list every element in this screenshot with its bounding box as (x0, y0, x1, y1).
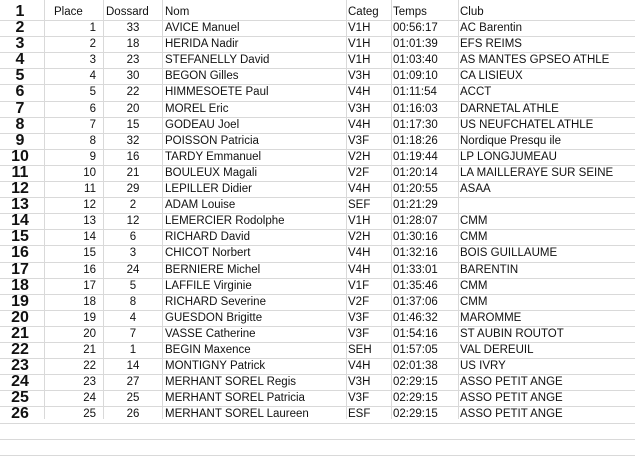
cell-temps[interactable]: 02:29:15 (393, 376, 438, 389)
cell-club[interactable]: ASAA (460, 183, 491, 195)
table-row (0, 310, 635, 326)
table-row (0, 20, 635, 36)
cell-nom[interactable]: AVICE Manuel (165, 22, 240, 34)
cell-nom[interactable]: HIMMESOETE Paul (165, 86, 269, 99)
cell-dossard[interactable]: 32 (126, 134, 140, 147)
header-dossard[interactable]: Dossard (106, 6, 149, 18)
cell-temps[interactable]: 02:01:38 (393, 360, 438, 373)
cell-club[interactable]: AC Barentin (460, 22, 523, 34)
cell-dossard[interactable]: 12 (126, 215, 140, 228)
table-row (0, 68, 635, 84)
cell-club[interactable]: ASSO PETIT ANGE (460, 392, 563, 405)
cell-temps[interactable]: 01:09:10 (393, 70, 438, 83)
cell-dossard[interactable]: 22 (126, 86, 140, 99)
row-number[interactable]: 4 (15, 51, 25, 69)
row-number[interactable]: 14 (11, 212, 29, 230)
row-number[interactable]: 1 (15, 3, 25, 20)
cell-club[interactable]: ASSO PETIT ANGE (460, 376, 563, 389)
cell-dossard[interactable]: 5 (129, 279, 137, 292)
table-row (0, 149, 635, 165)
cell-nom[interactable]: MOREL Eric (165, 102, 229, 115)
cell-nom[interactable]: TARDY Emmanuel (165, 150, 262, 163)
table-row (0, 374, 635, 390)
table-row (0, 165, 635, 181)
cell-club[interactable]: CMM (460, 295, 488, 308)
table-row (0, 117, 635, 133)
cell-club[interactable]: CMM (460, 231, 488, 244)
cell-categ[interactable]: V1F (348, 279, 370, 292)
cell-categ[interactable]: V4H (348, 360, 371, 373)
cell-nom[interactable]: LEMERCIER Rodolphe (165, 215, 285, 228)
cell-nom[interactable]: ADAM Louise (165, 199, 236, 212)
cell-categ[interactable]: V4H (348, 183, 371, 195)
cell-nom[interactable]: HERIDA Nadir (165, 38, 239, 51)
cell-temps[interactable]: 01:32:16 (393, 247, 438, 260)
cell-nom[interactable]: VASSE Catherine (165, 327, 256, 340)
table-row (0, 229, 635, 245)
table-row (0, 52, 635, 68)
table-row (0, 197, 635, 213)
table-row (0, 342, 635, 358)
table-row (0, 294, 635, 310)
cell-categ[interactable]: V1H (348, 38, 371, 51)
cell-nom[interactable]: STEFANELLY David (165, 54, 270, 67)
cell-temps[interactable]: 01:35:46 (393, 279, 438, 292)
cell-nom[interactable]: POISSON Patricia (165, 134, 259, 147)
header-categ[interactable]: Categ (348, 6, 379, 18)
cell-categ[interactable]: V3F (348, 327, 370, 340)
cell-club[interactable]: US IVRY (460, 360, 506, 373)
cell-temps[interactable]: 01:19:44 (393, 150, 438, 163)
cell-temps[interactable]: 01:01:39 (393, 38, 438, 51)
cell-nom[interactable]: BOULEUX Magali (165, 166, 258, 179)
row-number[interactable]: 6 (15, 83, 25, 101)
cell-nom[interactable]: LEPILLER Didier (165, 183, 252, 195)
cell-place[interactable]: 10 (83, 166, 96, 179)
row-number[interactable]: 25 (11, 389, 29, 407)
cell-temps[interactable]: 01:28:07 (393, 215, 438, 228)
cell-categ[interactable]: V3F (348, 134, 370, 147)
cell-dossard[interactable]: 20 (126, 102, 140, 115)
row-number[interactable]: 9 (15, 131, 25, 149)
cell-nom[interactable]: LAFFILE Virginie (165, 279, 252, 292)
cell-club[interactable]: VAL DEREUIL (460, 344, 534, 356)
row-number[interactable]: 15 (11, 228, 29, 246)
cell-club[interactable]: MAROMME (460, 311, 522, 324)
cell-dossard[interactable]: 14 (126, 360, 140, 373)
cell-nom[interactable]: MERHANT SOREL Regis (165, 376, 297, 389)
cell-categ[interactable]: V1H (348, 215, 371, 228)
cell-dossard[interactable]: 1 (129, 344, 137, 356)
cell-temps[interactable]: 01:03:40 (393, 54, 438, 67)
cell-nom[interactable]: RICHARD David (165, 231, 250, 244)
cell-dossard[interactable]: 29 (126, 183, 140, 195)
cell-place[interactable]: 20 (83, 327, 96, 340)
cell-dossard[interactable]: 21 (126, 166, 140, 179)
cell-temps[interactable]: 01:18:26 (393, 134, 438, 147)
cell-temps[interactable]: 02:29:15 (393, 392, 438, 405)
cell-categ[interactable]: SEF (348, 199, 371, 212)
table-row (0, 101, 635, 117)
table-row (0, 278, 635, 294)
row-number[interactable]: 18 (11, 276, 29, 294)
cell-place[interactable]: 15 (83, 247, 96, 260)
cell-temps[interactable]: 01:33:01 (393, 263, 438, 276)
table-row (0, 213, 635, 229)
cell-categ[interactable]: V1H (348, 22, 371, 34)
cell-dossard[interactable]: 7 (129, 327, 137, 340)
cell-dossard[interactable]: 3 (129, 247, 137, 260)
row-number[interactable]: 26 (11, 405, 29, 423)
cell-nom[interactable]: BERNIERE Michel (165, 263, 261, 276)
cell-dossard[interactable]: 24 (126, 263, 140, 276)
header-nom[interactable]: Nom (165, 6, 190, 18)
header-place[interactable]: Place (54, 6, 83, 18)
cell-dossard[interactable]: 30 (126, 70, 140, 83)
table-row (0, 36, 635, 52)
table-row (0, 326, 635, 342)
cell-nom[interactable]: CHICOT Norbert (165, 247, 251, 260)
cell-temps[interactable]: 01:21:29 (393, 199, 438, 212)
cell-categ[interactable]: V2F (348, 166, 370, 179)
cell-temps[interactable]: 02:29:15 (393, 408, 438, 421)
row-number[interactable]: 21 (11, 324, 29, 342)
cell-categ[interactable]: V2H (348, 150, 371, 163)
cell-club[interactable]: ACCT (460, 86, 492, 99)
cell-club[interactable]: LA MAILLERAYE SUR SEINE (460, 166, 614, 179)
cell-place[interactable]: 18 (83, 295, 96, 308)
header-row (0, 4, 635, 20)
row-number[interactable]: 20 (11, 308, 29, 326)
grid-row-line (0, 423, 635, 424)
row-number[interactable]: 19 (11, 292, 29, 310)
row-number[interactable]: 7 (15, 99, 25, 117)
cell-categ[interactable]: V4H (348, 247, 371, 260)
cell-club[interactable]: CMM (460, 279, 488, 292)
row-number[interactable]: 10 (11, 147, 29, 165)
row-number[interactable]: 24 (11, 373, 29, 391)
row-number[interactable]: 12 (11, 180, 29, 197)
cell-categ[interactable]: V3H (348, 102, 371, 115)
header-club[interactable]: Club (460, 6, 484, 18)
cell-place[interactable]: 7 (89, 118, 96, 131)
cell-dossard[interactable]: 4 (129, 311, 137, 324)
cell-place[interactable]: 2 (89, 38, 96, 51)
cell-temps[interactable]: 01:30:16 (393, 231, 438, 244)
row-number[interactable]: 17 (11, 260, 29, 278)
row-number[interactable]: 11 (11, 163, 29, 181)
cell-dossard[interactable]: 6 (129, 231, 137, 244)
table-row (0, 358, 635, 374)
cell-club[interactable]: DARNETAL ATHLE (460, 102, 559, 115)
cell-temps[interactable]: 01:11:54 (393, 86, 437, 99)
cell-nom[interactable]: GUESDON Brigitte (165, 311, 263, 324)
cell-club[interactable]: BARENTIN (460, 263, 519, 276)
row-number[interactable]: 2 (15, 19, 25, 36)
row-number[interactable]: 23 (11, 357, 29, 375)
row-number[interactable]: 3 (15, 35, 25, 53)
cell-temps[interactable]: 01:20:55 (393, 183, 438, 195)
table-row (0, 406, 635, 422)
cell-place[interactable]: 8 (89, 134, 96, 147)
cell-club[interactable]: CA LISIEUX (460, 70, 523, 83)
cell-place[interactable]: 3 (89, 54, 96, 67)
row-number[interactable]: 8 (15, 115, 25, 133)
cell-place[interactable]: 21 (83, 344, 96, 356)
grid-row-line (0, 439, 635, 440)
cell-dossard[interactable]: 25 (126, 392, 140, 405)
cell-categ[interactable]: ESF (348, 408, 371, 421)
table-row (0, 245, 635, 261)
table-row (0, 181, 635, 197)
cell-club[interactable]: CMM (460, 215, 488, 228)
cell-temps[interactable]: 01:16:03 (393, 102, 438, 115)
table-row (0, 133, 635, 149)
cell-place[interactable]: 9 (89, 150, 96, 163)
cell-nom[interactable]: GODEAU Joel (165, 118, 240, 131)
cell-temps[interactable]: 00:56:17 (393, 22, 438, 34)
cell-place[interactable]: 16 (83, 263, 96, 276)
cell-place[interactable]: 22 (83, 360, 96, 373)
cell-place[interactable]: 13 (83, 215, 96, 228)
table-row (0, 390, 635, 406)
row-number[interactable]: 16 (11, 244, 29, 262)
cell-temps[interactable]: 01:20:14 (393, 166, 438, 179)
cell-nom[interactable]: BEGIN Maxence (165, 344, 251, 356)
cell-dossard[interactable]: 27 (126, 376, 140, 389)
row-number[interactable]: 13 (11, 196, 29, 214)
cell-categ[interactable]: V2F (348, 295, 370, 308)
cell-categ[interactable]: V4H (348, 263, 371, 276)
cell-place[interactable]: 25 (83, 408, 96, 421)
cell-dossard[interactable]: 23 (126, 54, 140, 67)
table-row (0, 84, 635, 100)
cell-nom[interactable]: MONTIGNY Patrick (165, 360, 266, 373)
header-temps[interactable]: Temps (393, 6, 427, 18)
row-number[interactable]: 5 (15, 67, 25, 85)
cell-categ[interactable]: V3F (348, 392, 370, 405)
cell-categ[interactable]: V3F (348, 311, 370, 324)
cell-dossard[interactable]: 2 (129, 199, 137, 212)
row-number[interactable]: 22 (11, 341, 29, 358)
cell-temps[interactable]: 01:46:32 (393, 311, 438, 324)
cell-categ[interactable]: V3H (348, 376, 371, 389)
cell-temps[interactable]: 01:54:16 (393, 327, 438, 340)
cell-categ[interactable]: SEH (348, 344, 372, 356)
cell-place[interactable]: 12 (83, 199, 96, 212)
cell-nom[interactable]: BEGON Gilles (165, 70, 239, 83)
cell-dossard[interactable]: 18 (126, 38, 140, 51)
cell-dossard[interactable]: 33 (126, 22, 140, 34)
cell-place[interactable]: 24 (83, 392, 96, 405)
cell-categ[interactable]: V4H (348, 118, 371, 131)
cell-place[interactable]: 4 (89, 70, 96, 83)
cell-place[interactable]: 17 (83, 279, 96, 292)
cell-club[interactable]: ASSO PETIT ANGE (460, 408, 563, 421)
cell-temps[interactable]: 01:17:30 (393, 118, 438, 131)
cell-nom[interactable]: MERHANT SOREL Laureen (165, 408, 309, 421)
cell-dossard[interactable]: 16 (126, 150, 140, 163)
cell-place[interactable]: 11 (84, 183, 96, 195)
cell-place[interactable]: 19 (83, 311, 96, 324)
cell-dossard[interactable]: 15 (126, 118, 140, 131)
cell-categ[interactable]: V1H (348, 54, 371, 67)
cell-nom[interactable]: MERHANT SOREL Patricia (165, 392, 305, 405)
cell-club[interactable]: ST AUBIN ROUTOT (460, 327, 564, 340)
cell-place[interactable]: 23 (83, 376, 96, 389)
cell-club[interactable]: EFS REIMS (460, 38, 522, 51)
cell-categ[interactable]: V3H (348, 70, 371, 83)
cell-categ[interactable]: V2H (348, 231, 371, 244)
cell-club[interactable]: Nordique Presqu ile (460, 134, 562, 147)
cell-club[interactable]: AS MANTES GPSEO ATHLE (460, 54, 610, 67)
cell-place[interactable]: 6 (89, 102, 96, 115)
cell-temps[interactable]: 01:57:05 (393, 344, 438, 356)
cell-club[interactable]: LP LONGJUMEAU (460, 150, 557, 163)
cell-dossard[interactable]: 8 (129, 295, 137, 308)
cell-temps[interactable]: 01:37:06 (393, 295, 438, 308)
cell-place[interactable]: 1 (89, 22, 96, 34)
cell-club[interactable]: US NEUFCHATEL ATHLE (460, 118, 594, 131)
cell-categ[interactable]: V4H (348, 86, 371, 99)
table-row (0, 262, 635, 278)
cell-place[interactable]: 5 (89, 86, 96, 99)
cell-dossard[interactable]: 26 (126, 408, 140, 421)
cell-club[interactable]: BOIS GUILLAUME (460, 247, 558, 260)
cell-club[interactable] (460, 197, 635, 213)
cell-place[interactable]: 14 (83, 231, 96, 244)
cell-nom[interactable]: RICHARD Severine (165, 295, 266, 308)
